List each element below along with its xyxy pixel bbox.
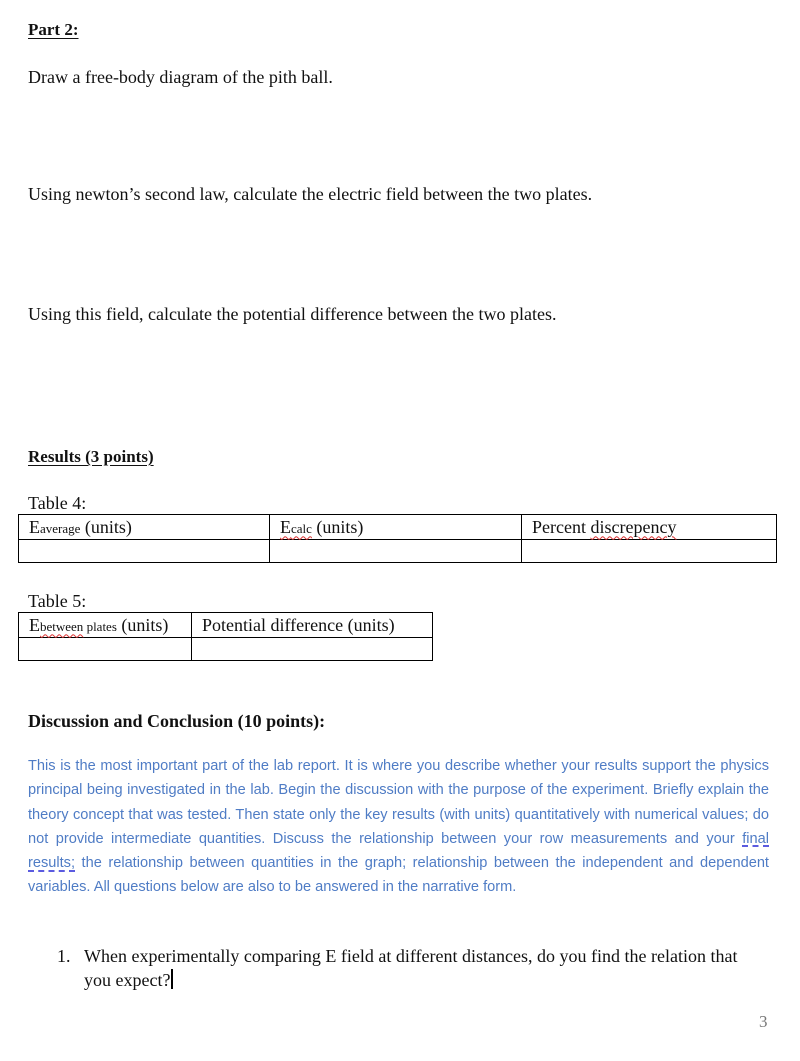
table4-header-e-calc: Ecalc (units) (270, 515, 522, 540)
table-4 (18, 514, 777, 563)
question-1 (57, 944, 747, 992)
table5-label: Table 5: (28, 591, 87, 611)
discussion-heading: Discussion and Conclusion (10 points): (28, 711, 326, 731)
table4-cell-e-calc[interactable] (270, 540, 522, 563)
table4-cell-e-average[interactable] (19, 540, 270, 563)
flagged-text-final-results: final results; (28, 830, 769, 872)
text-cursor (171, 969, 173, 989)
table5-header-e-between-plates: Ebetween plates (units) (19, 613, 192, 638)
table4-header-percent-discrepency: Percent discrepency (522, 515, 777, 540)
results-heading: Results (3 points) (28, 447, 154, 466)
table4-header-e-average: Eaverage (units) (19, 515, 270, 540)
page-number: 3 (759, 1012, 768, 1031)
question-1-number: 1. (57, 946, 71, 966)
table-5 (18, 612, 433, 661)
table4-cell-percent-discrepency[interactable] (522, 540, 777, 563)
table5-header-potential-difference: Potential difference (units) (192, 613, 433, 638)
prompt-free-body-diagram: Draw a free-body diagram of the pith ball. (28, 67, 333, 87)
discussion-instructions: This is the most important part of the lab report. It is where you describe whether your results support the physics principal being investigated in the lab. Begin the discussion with the purpose of the experiment. Briefly explain the theory concept that was tested. Then state only the key results (with units) quantitatively with numerical values; do not provide intermediate quantities. Discuss the relationship between your row measurements and your final results; the relationship between quantities in the graph; relationship between the independent and dependent variables. All questions below are also to be answered in the narrative form. (28, 758, 769, 896)
part-heading: Part 2: (28, 20, 79, 39)
table4-label: Table 4: (28, 493, 87, 513)
question-1-text: When experimentally comparing E field at different distances, do you find the relation that you expect? (84, 946, 738, 990)
table5-cell-e-between-plates[interactable] (19, 638, 192, 661)
table5-cell-potential-difference[interactable] (192, 638, 433, 661)
prompt-potential-difference: Using this field, calculate the potential difference between the two plates. (28, 304, 557, 324)
prompt-electric-field: Using newton’s second law, calculate the electric field between the two plates. (28, 184, 593, 204)
